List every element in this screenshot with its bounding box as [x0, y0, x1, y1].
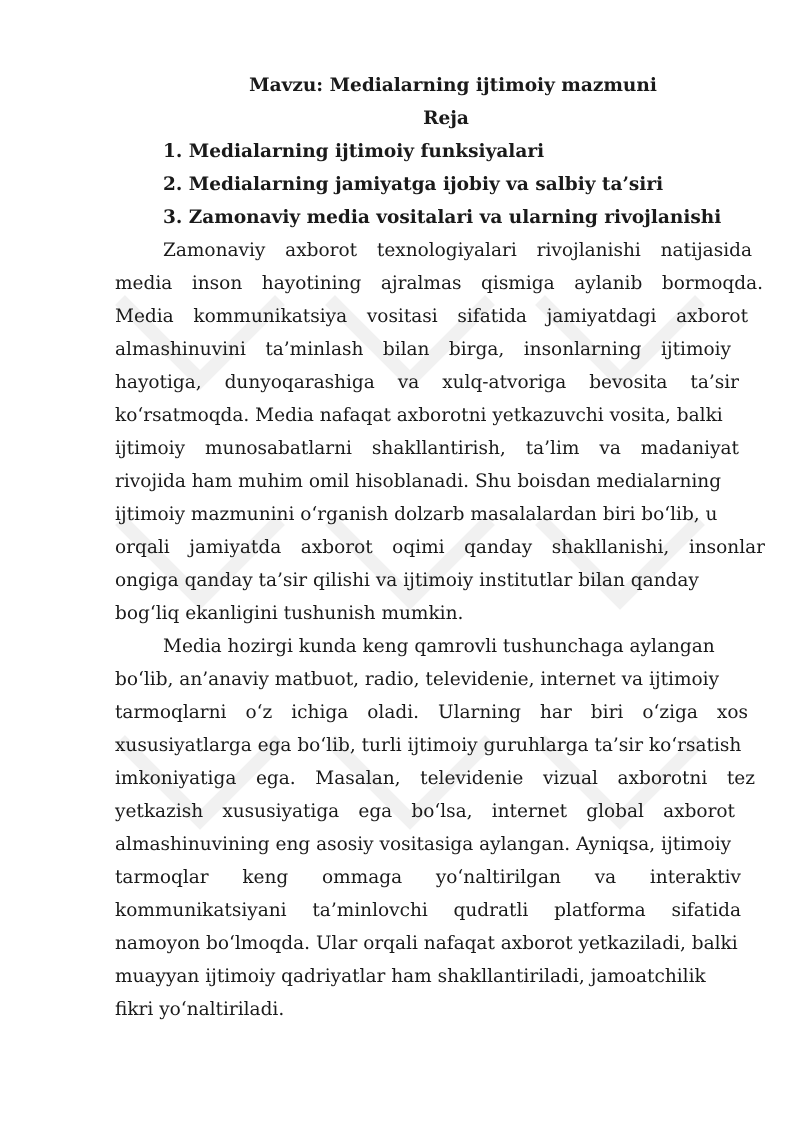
paragraph-line: muayyan ijtimoiy qadriyatlar ham shakllantiriladi, jamoatchilik: [115, 966, 706, 987]
paragraph-line: koʻrsatmoqda. Media nafaqat axborotni yetkazuvchi vosita, balki: [115, 405, 723, 426]
paragraph-line: almashinuvini ta’minlash bilan birga, insonlarning ijtimoiy: [115, 339, 731, 360]
paragraph-line: Zamonaviy axborot texnologiyalari rivojlanishi natijasida: [163, 240, 752, 261]
paragraph-line: media inson hayotining ajralmas qismiga aylanib bormoqda.: [115, 273, 763, 294]
paragraph-line: ongiga qanday ta’sir qilishi va ijtimoiy institutlar bilan qanday: [115, 570, 699, 591]
paragraph-line: ijtimoiy munosabatlarni shakllantirish, ta’lim va madaniyat: [115, 438, 739, 459]
paragraph-line: Media kommunikatsiya vositasi sifatida jamiyatdagi axborot: [115, 306, 748, 327]
paragraph-line: boʻlib, an’anaviy matbuot, radio, televidenie, internet va ijtimoiy: [115, 669, 720, 690]
document-title: Mavzu: Medialarning ijtimoiy mazmuni: [249, 75, 657, 96]
paragraph-line: imkoniyatiga ega. Masalan, televidenie vizual axborotni tez: [115, 768, 755, 789]
plan-heading: Reja: [423, 108, 469, 129]
paragraph-line: ijtimoiy mazmunini oʻrganish dolzarb masalalardan biri boʻlib, u: [115, 504, 718, 525]
plan-item: 1. Medialarning ijtimoiy funksiyalari: [163, 141, 545, 162]
paragraph-line: namoyon boʻlmoqda. Ular orqali nafaqat axborot yetkaziladi, balki: [115, 933, 738, 954]
paragraph-line: tarmoqlarni oʻz ichiga oladi. Ularning har biri oʻziga xos: [115, 702, 748, 723]
paragraph-line: yetkazish xususiyatiga ega boʻlsa, internet global axborot: [115, 801, 735, 822]
paragraph-line: tarmoqlar keng ommaga yoʻnaltirilgan va interaktiv: [115, 867, 741, 888]
plan-item: 3. Zamonaviy media vositalari va ularning rivojlanishi: [163, 207, 722, 228]
paragraph-line: bogʻliq ekanligini tushunish mumkin.: [115, 603, 464, 624]
paragraph-line: rivojida ham muhim omil hisoblanadi. Shu boisdan medialarning: [115, 471, 722, 492]
paragraph-line: orqali jamiyatda axborot oqimi qanday shakllanishi, insonlar: [115, 537, 765, 558]
plan-item: 2. Medialarning jamiyatga ijobiy va salbiy ta’siri: [163, 174, 664, 195]
paragraph-line: fikri yoʻnaltiriladi.: [115, 999, 285, 1020]
paragraph-line: kommunikatsiyani ta’minlovchi qudratli platforma sifatida: [115, 900, 741, 921]
paragraph-line: Media hozirgi kunda keng qamrovli tushunchaga aylangan: [163, 636, 715, 657]
paragraph-line: xususiyatlarga ega boʻlib, turli ijtimoiy guruhlarga ta’sir koʻrsatish: [115, 735, 742, 756]
paragraph-line: hayotiga, dunyoqarashiga va xulq-atvoriga bevosita ta’sir: [115, 372, 739, 393]
paragraph-line: almashinuvining eng asosiy vositasiga aylangan. Ayniqsa, ijtimoiy: [115, 834, 732, 855]
